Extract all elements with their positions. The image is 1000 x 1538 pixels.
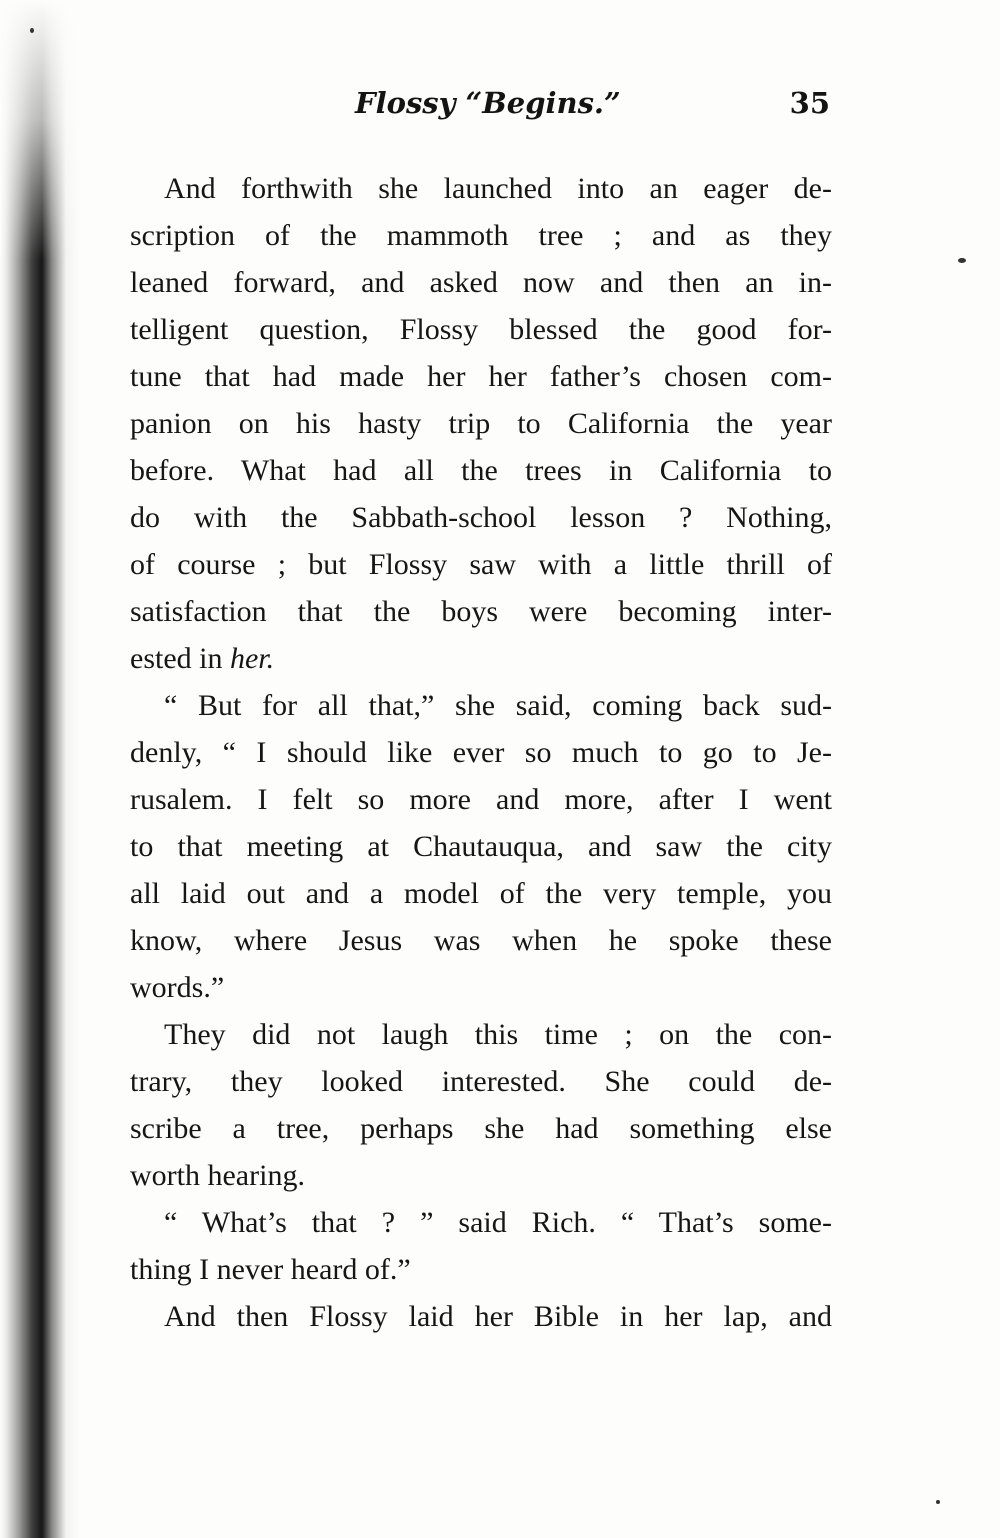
- page-header: [130, 86, 830, 130]
- text-line: [130, 635, 832, 682]
- text-line: “ What’s that ? ” said Rich. “ That’s some-: [164, 1206, 832, 1239]
- text-line: And then Flossy laid her Bible in her lap, and: [164, 1300, 832, 1333]
- text-line: telligent question, Flossy blessed the good for-: [130, 313, 832, 346]
- text-line: of course ; but Flossy saw with a little thrill of: [130, 548, 832, 581]
- text-line: do with the Sabbath-school lesson ? Nothing,: [130, 501, 832, 534]
- text-line: satisfaction that the boys were becoming inter-: [130, 595, 832, 628]
- scan-speck: [30, 28, 34, 33]
- text-line: before. What had all the trees in California to: [130, 454, 832, 487]
- text-line: words.”: [130, 971, 225, 1004]
- scan-speck: [958, 258, 966, 263]
- paragraph: [130, 1199, 832, 1293]
- text-line: thing I never heard of.”: [130, 1253, 411, 1286]
- running-head: Flossy “Begins.”: [355, 86, 621, 120]
- text-line: And forthwith she launched into an eager de-: [164, 172, 832, 205]
- page-number: 35: [789, 86, 830, 120]
- scan-speck: [936, 1500, 940, 1504]
- text-line: They did not laugh this time ; on the con-: [164, 1018, 832, 1051]
- paragraph: [130, 682, 832, 1011]
- binding-shadow-fade: [0, 0, 80, 260]
- text-line: scription of the mammoth tree ; and as they: [130, 219, 832, 252]
- text-line: worth hearing.: [130, 1159, 305, 1192]
- text-line: all laid out and a model of the very temple, you: [130, 877, 832, 910]
- body-text: [130, 165, 832, 1340]
- emphasized-word: her.: [229, 642, 275, 675]
- text-line: know, where Jesus was when he spoke these: [130, 924, 832, 957]
- text-line: panion on his hasty trip to California the year: [130, 407, 832, 440]
- text-line: trary, they looked interested. She could de-: [130, 1065, 832, 1098]
- text-fragment: ested in: [130, 642, 230, 675]
- text-line: to that meeting at Chautauqua, and saw the city: [130, 830, 832, 863]
- text-line: scribe a tree, perhaps she had something else: [130, 1112, 832, 1145]
- text-line: denly, “ I should like ever so much to go to Je-: [130, 736, 832, 769]
- text-line: rusalem. I felt so more and more, after I went: [130, 783, 832, 816]
- text-line: tune that had made her her father’s chosen com-: [130, 360, 832, 393]
- text-line: “ But for all that,” she said, coming back sud-: [164, 689, 832, 722]
- paragraph: [130, 1293, 832, 1340]
- text-line: leaned forward, and asked now and then an in-: [130, 266, 832, 299]
- paragraph: [130, 1011, 832, 1199]
- paragraph: [130, 165, 832, 682]
